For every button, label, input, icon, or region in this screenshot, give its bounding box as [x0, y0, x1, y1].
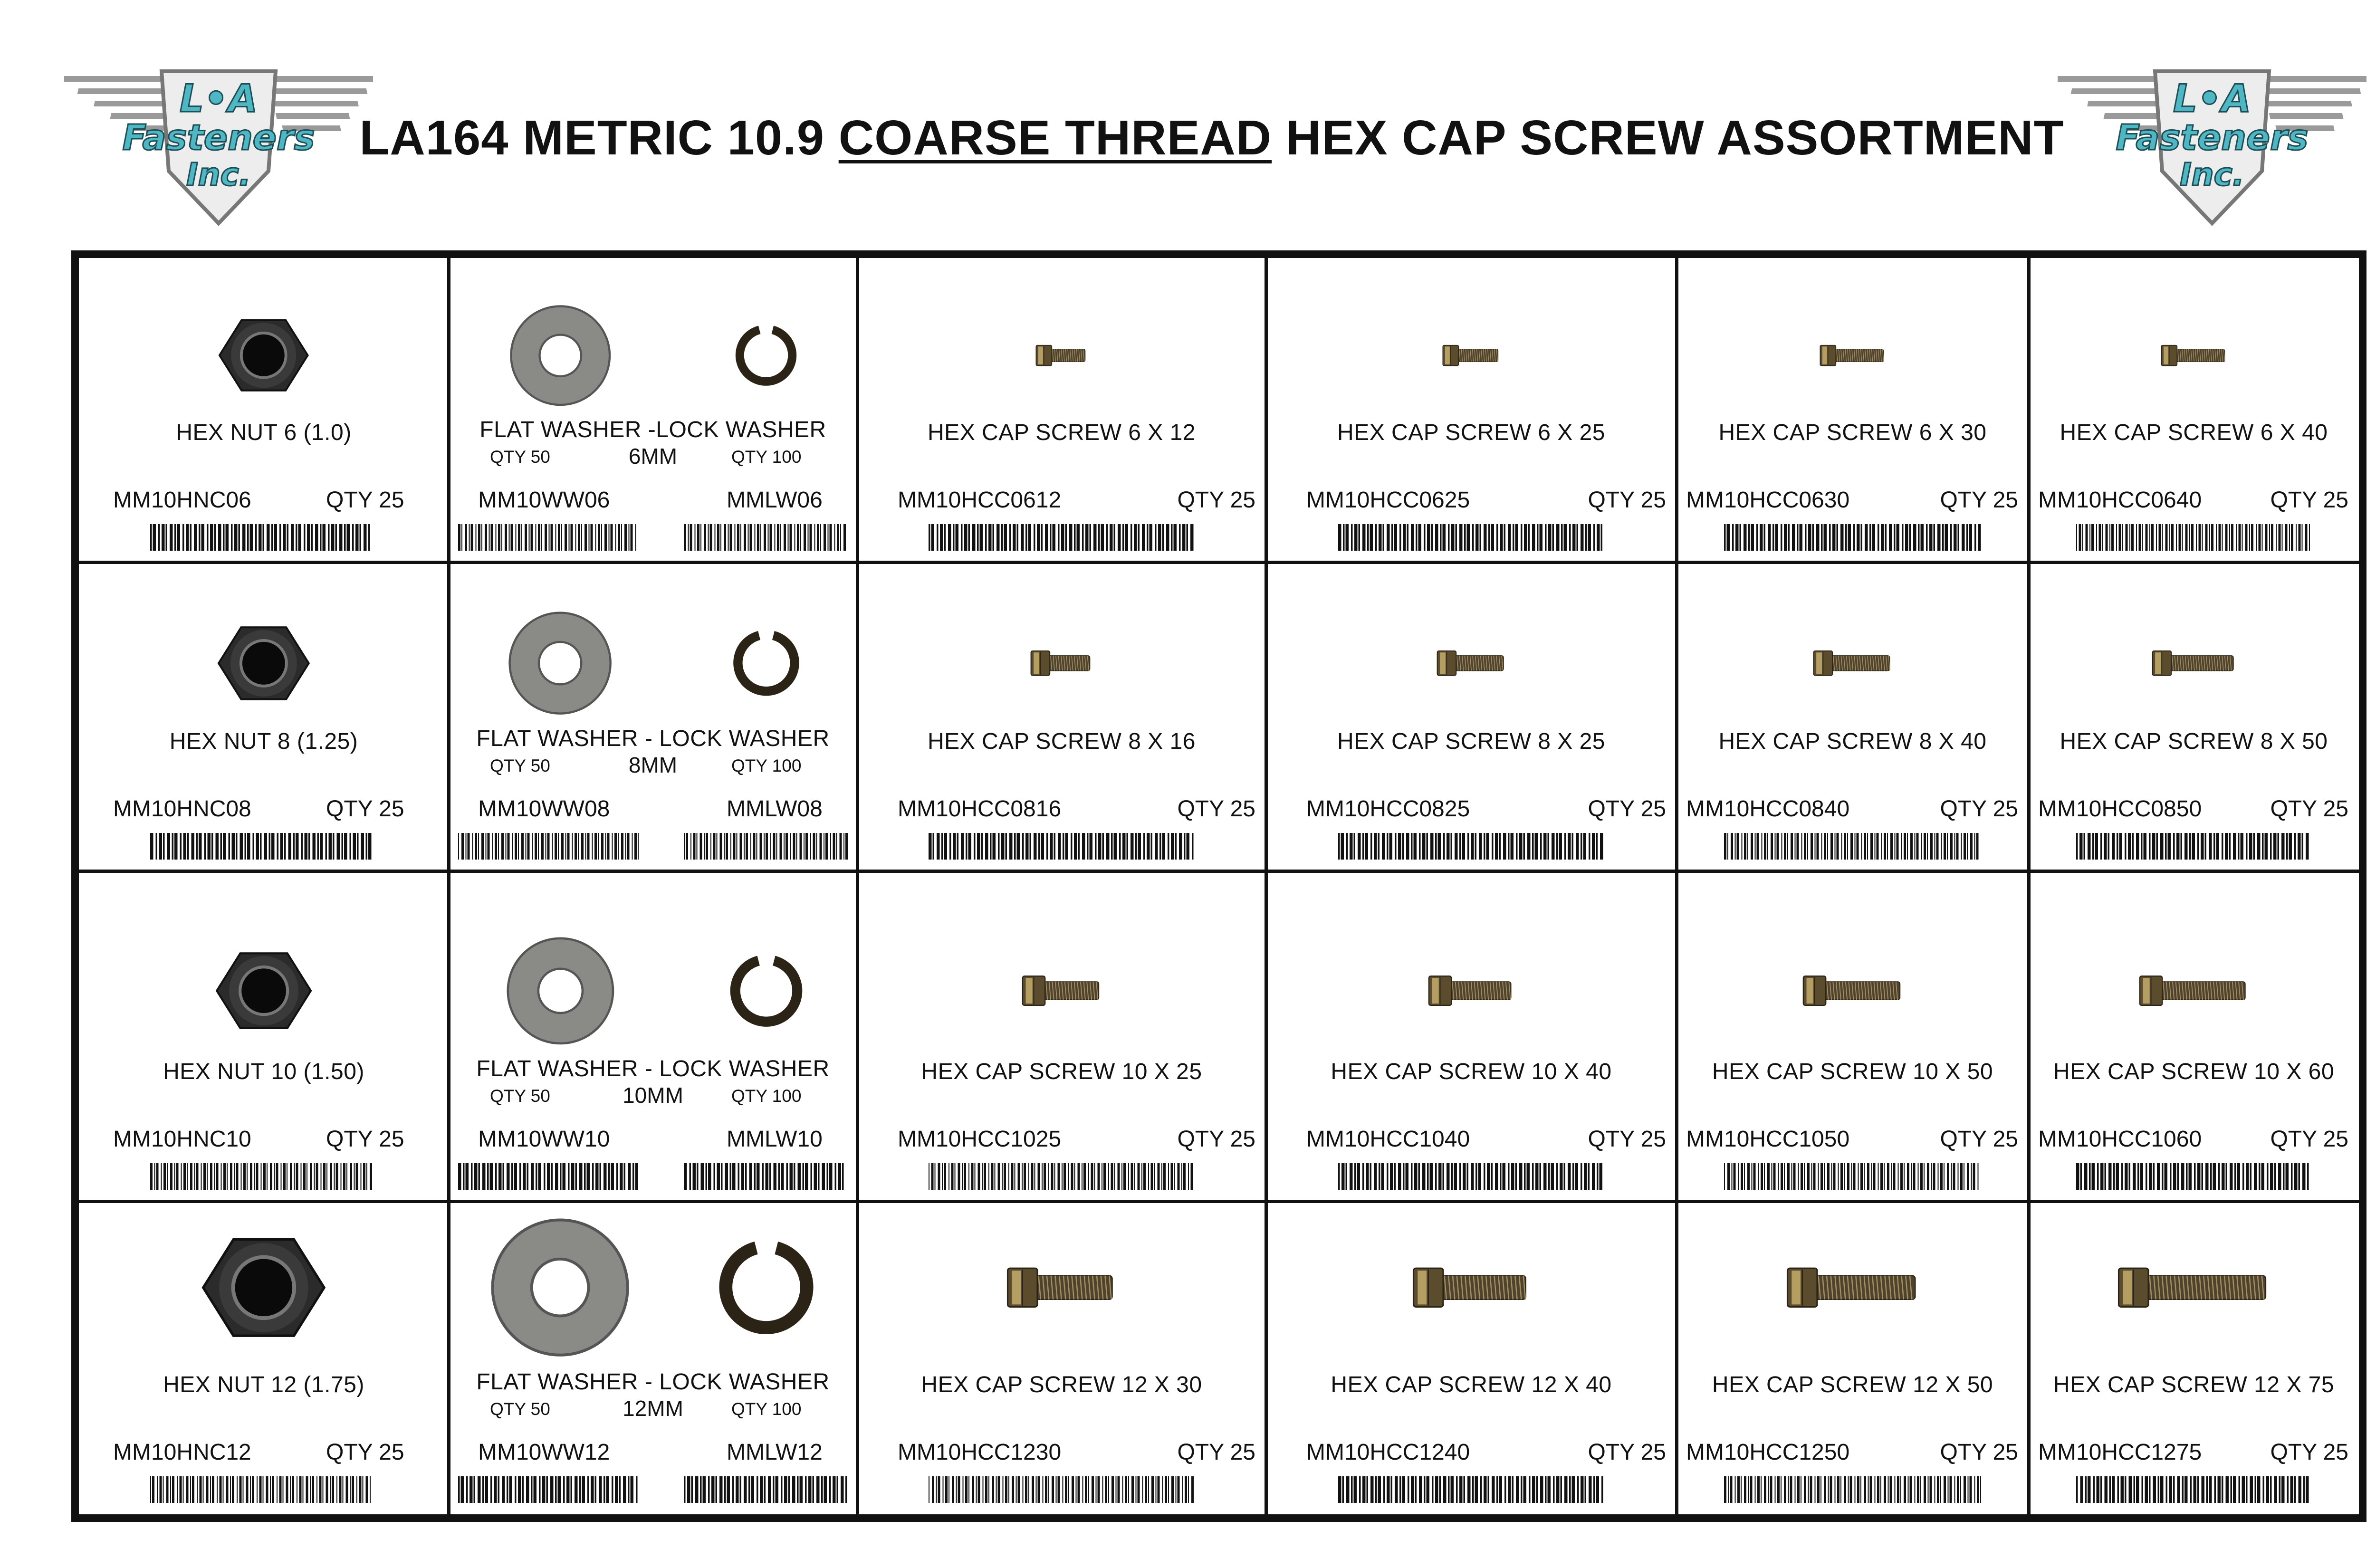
part-number: MM10HCC0850 — [2038, 796, 2202, 822]
barcode — [150, 1163, 374, 1190]
svg-text:Fasteners: Fasteners — [2116, 117, 2309, 158]
product-label: HEX NUT 6 (1.0) — [176, 420, 352, 445]
lock-washer-barcode — [684, 524, 848, 551]
part-number: MM10HCC0625 — [1306, 488, 1470, 513]
flat-washer-quantity: QTY 50 — [490, 1399, 550, 1419]
quantity: QTY 25 — [1588, 488, 1666, 513]
flat-washer-quantity: QTY 50 — [490, 756, 550, 775]
quantity: QTY 25 — [2270, 1440, 2348, 1465]
svg-text:Fasteners: Fasteners — [122, 117, 315, 158]
product-cell — [1677, 1201, 2029, 1514]
part-number: MM10HNC12 — [113, 1440, 251, 1465]
flat-washer-barcode — [458, 1163, 639, 1190]
quantity: QTY 25 — [1177, 488, 1255, 513]
part-number: MM10HCC1250 — [1686, 1440, 1850, 1465]
product-label: HEX CAP SCREW 10 X 50 — [1712, 1059, 1993, 1084]
lock-washer-icon — [728, 952, 805, 1032]
quantity: QTY 25 — [1588, 1440, 1666, 1465]
hex-cap-screw-icon — [857, 301, 1266, 410]
lock-washer-barcode — [684, 1476, 848, 1503]
product-cell — [2029, 562, 2359, 871]
barcode — [929, 1476, 1195, 1503]
quantity: QTY 25 — [1177, 1127, 1255, 1152]
part-number: MM10HCC1040 — [1306, 1127, 1470, 1152]
product-label: HEX NUT 8 (1.25) — [169, 729, 358, 754]
flat-washer-barcode — [458, 524, 639, 551]
quantity: QTY 25 — [2270, 1127, 2348, 1152]
lock-washer-part-number: MMLW06 — [727, 488, 823, 513]
product-label: FLAT WASHER - LOCK WASHER — [476, 1056, 830, 1081]
hex-nut-icon — [79, 1213, 449, 1362]
part-number: MM10HCC1275 — [2038, 1440, 2202, 1465]
part-number: MM10HCC0816 — [898, 796, 1062, 822]
lock-washer-part-number: MMLW12 — [727, 1440, 823, 1465]
lock-washer-icon — [716, 1237, 817, 1340]
product-label: HEX CAP SCREW 6 X 25 — [1337, 420, 1605, 445]
lock-washer-icon — [733, 323, 799, 391]
product-label: HEX CAP SCREW 10 X 40 — [1331, 1059, 1612, 1084]
quantity: QTY 25 — [326, 796, 404, 822]
barcode — [1724, 1163, 1981, 1190]
flat-washer-part-number: MM10WW10 — [478, 1127, 610, 1152]
part-number: MM10HCC1050 — [1686, 1127, 1850, 1152]
quantity: QTY 25 — [326, 488, 404, 513]
lock-washer-part-number: MMLW08 — [727, 796, 823, 822]
lock-washer-quantity: QTY 100 — [731, 1399, 802, 1419]
barcode — [1338, 833, 1604, 860]
product-label: HEX CAP SCREW 6 X 30 — [1718, 420, 1987, 445]
washer-images — [449, 607, 857, 719]
product-cell — [857, 1201, 1266, 1514]
lock-washer-barcode — [684, 833, 848, 860]
part-number: MM10HCC1025 — [898, 1127, 1062, 1152]
flat-washer-quantity: QTY 50 — [490, 447, 550, 467]
product-label: HEX CAP SCREW 12 X 50 — [1712, 1372, 1993, 1397]
washer-size: 8MM — [628, 753, 678, 777]
quantity: QTY 25 — [2270, 488, 2348, 513]
quantity: QTY 25 — [326, 1127, 404, 1152]
la-fasteners-logo-left — [64, 67, 373, 228]
hex-cap-screw-icon — [2029, 301, 2359, 410]
product-label: HEX NUT 10 (1.50) — [163, 1059, 364, 1084]
flat-washer-quantity: QTY 50 — [490, 1086, 550, 1106]
product-label: HEX CAP SCREW 8 X 50 — [2060, 729, 2328, 754]
product-label: HEX NUT 12 (1.75) — [163, 1372, 364, 1397]
hex-cap-screw-icon — [2029, 933, 2359, 1049]
barcode — [1724, 833, 1981, 860]
barcode — [150, 524, 374, 551]
product-cell — [449, 871, 857, 1201]
part-number: MM10HCC1060 — [2038, 1127, 2202, 1152]
product-cell — [1677, 258, 2029, 562]
product-cell — [1677, 562, 2029, 871]
product-cell — [2029, 258, 2359, 562]
hex-nut-icon — [79, 607, 449, 719]
barcode — [150, 833, 374, 860]
product-cell — [1677, 871, 2029, 1201]
quantity: QTY 25 — [1940, 796, 2018, 822]
product-cell — [857, 871, 1266, 1201]
logo-graphic — [2058, 67, 2366, 228]
barcode — [2076, 1163, 2311, 1190]
product-label: HEX CAP SCREW 6 X 40 — [2060, 420, 2328, 445]
barcode — [929, 833, 1195, 860]
hex-cap-screw-icon — [1266, 301, 1677, 410]
hex-cap-screw-icon — [857, 1213, 1266, 1362]
part-number: MM10HCC0612 — [898, 488, 1062, 513]
part-number: MM10HCC0640 — [2038, 488, 2202, 513]
barcode — [1338, 524, 1604, 551]
hex-cap-screw-icon — [857, 933, 1266, 1049]
part-number: MM10HNC10 — [113, 1127, 251, 1152]
product-label: HEX CAP SCREW 10 X 60 — [2053, 1059, 2335, 1084]
product-cell — [449, 1201, 857, 1514]
quantity: QTY 25 — [326, 1440, 404, 1465]
product-cell — [1266, 258, 1677, 562]
product-cell — [1266, 871, 1677, 1201]
product-cell — [79, 871, 449, 1201]
washer-size: 10MM — [623, 1083, 683, 1108]
title-emphasis: COARSE THREAD — [838, 110, 1272, 165]
product-cell — [79, 1201, 449, 1514]
washer-images — [449, 933, 857, 1049]
product-cell — [857, 562, 1266, 871]
quantity: QTY 25 — [1177, 796, 1255, 822]
barcode — [1338, 1163, 1604, 1190]
lock-washer-part-number: MMLW10 — [727, 1127, 823, 1152]
hex-cap-screw-icon — [1677, 1213, 2029, 1362]
product-cell — [2029, 871, 2359, 1201]
hex-cap-screw-icon — [857, 607, 1266, 719]
flat-washer-part-number: MM10WW06 — [478, 488, 610, 513]
svg-text:Inc.: Inc. — [186, 156, 251, 193]
la-fasteners-logo-right — [2058, 67, 2366, 228]
hex-cap-screw-icon — [1677, 301, 2029, 410]
part-number: MM10HNC08 — [113, 796, 251, 822]
quantity: QTY 25 — [1588, 1127, 1666, 1152]
hex-cap-screw-icon — [1266, 607, 1677, 719]
hex-cap-screw-icon — [1266, 1213, 1677, 1362]
flat-washer-part-number: MM10WW12 — [478, 1440, 610, 1465]
barcode — [2076, 1476, 2311, 1503]
svg-text:Inc.: Inc. — [2180, 156, 2244, 193]
title-prefix: LA164 METRIC 10.9 — [359, 110, 839, 165]
product-label: HEX CAP SCREW 12 X 75 — [2053, 1372, 2335, 1397]
barcode — [929, 1163, 1195, 1190]
assortment-grid — [71, 250, 2366, 1522]
hex-nut-icon — [79, 933, 449, 1049]
washer-images — [449, 1213, 857, 1362]
barcode — [2076, 524, 2311, 551]
barcode — [1338, 1476, 1604, 1503]
barcode — [150, 1476, 374, 1503]
part-number: MM10HCC1230 — [898, 1440, 1062, 1465]
lock-washer-barcode — [684, 1163, 848, 1190]
page-title — [328, 110, 2096, 165]
title-suffix: HEX CAP SCREW ASSORTMENT — [1272, 110, 2064, 165]
part-number: MM10HNC06 — [113, 488, 251, 513]
product-label: HEX CAP SCREW 8 X 40 — [1718, 729, 1987, 754]
hex-cap-screw-icon — [2029, 1213, 2359, 1362]
product-label: HEX CAP SCREW 8 X 25 — [1337, 729, 1605, 754]
quantity: QTY 25 — [1940, 1127, 2018, 1152]
washer-size: 6MM — [628, 444, 678, 468]
product-cell — [79, 258, 449, 562]
hex-cap-screw-icon — [1677, 933, 2029, 1049]
barcode — [1724, 524, 1981, 551]
product-label: FLAT WASHER -LOCK WASHER — [479, 417, 826, 442]
barcode — [929, 524, 1195, 551]
lock-washer-quantity: QTY 100 — [731, 756, 802, 775]
flat-washer-icon — [507, 610, 613, 718]
flat-washer-barcode — [458, 833, 639, 860]
part-number: MM10HCC0825 — [1306, 796, 1470, 822]
lock-washer-quantity: QTY 100 — [731, 447, 802, 467]
lock-washer-icon — [731, 628, 802, 701]
quantity: QTY 25 — [1177, 1440, 1255, 1465]
product-cell — [449, 258, 857, 562]
quantity: QTY 25 — [1940, 1440, 2018, 1465]
flat-washer-icon — [489, 1216, 631, 1361]
quantity: QTY 25 — [1940, 488, 2018, 513]
product-label: HEX CAP SCREW 12 X 40 — [1331, 1372, 1612, 1397]
logo-graphic — [64, 67, 373, 228]
flat-washer-icon — [505, 936, 616, 1049]
quantity: QTY 25 — [1588, 796, 1666, 822]
lock-washer-quantity: QTY 100 — [731, 1086, 802, 1106]
product-label: FLAT WASHER - LOCK WASHER — [476, 1369, 830, 1395]
barcode — [2076, 833, 2311, 860]
washer-images — [449, 301, 857, 410]
product-cell — [1266, 1201, 1677, 1514]
product-cell — [449, 562, 857, 871]
part-number: MM10HCC0840 — [1686, 796, 1850, 822]
product-label: HEX CAP SCREW 6 X 12 — [928, 420, 1196, 445]
svg-text:L•A: L•A — [2173, 76, 2251, 121]
product-label: HEX CAP SCREW 10 X 25 — [921, 1059, 1202, 1084]
flat-washer-barcode — [458, 1476, 639, 1503]
product-cell — [1266, 562, 1677, 871]
hex-cap-screw-icon — [1677, 607, 2029, 719]
svg-text:L•A: L•A — [179, 76, 258, 121]
hex-cap-screw-icon — [2029, 607, 2359, 719]
product-label: HEX CAP SCREW 12 X 30 — [921, 1372, 1202, 1397]
product-cell — [857, 258, 1266, 562]
hex-nut-icon — [79, 301, 449, 410]
product-cell — [2029, 1201, 2359, 1514]
hex-cap-screw-icon — [1266, 933, 1677, 1049]
product-cell — [79, 562, 449, 871]
part-number: MM10HCC0630 — [1686, 488, 1850, 513]
product-label: FLAT WASHER - LOCK WASHER — [476, 726, 830, 751]
product-label: HEX CAP SCREW 8 X 16 — [928, 729, 1196, 754]
washer-size: 12MM — [623, 1396, 683, 1421]
flat-washer-icon — [508, 304, 613, 410]
quantity: QTY 25 — [2270, 796, 2348, 822]
part-number: MM10HCC1240 — [1306, 1440, 1470, 1465]
barcode — [1724, 1476, 1981, 1503]
flat-washer-part-number: MM10WW08 — [478, 796, 610, 822]
